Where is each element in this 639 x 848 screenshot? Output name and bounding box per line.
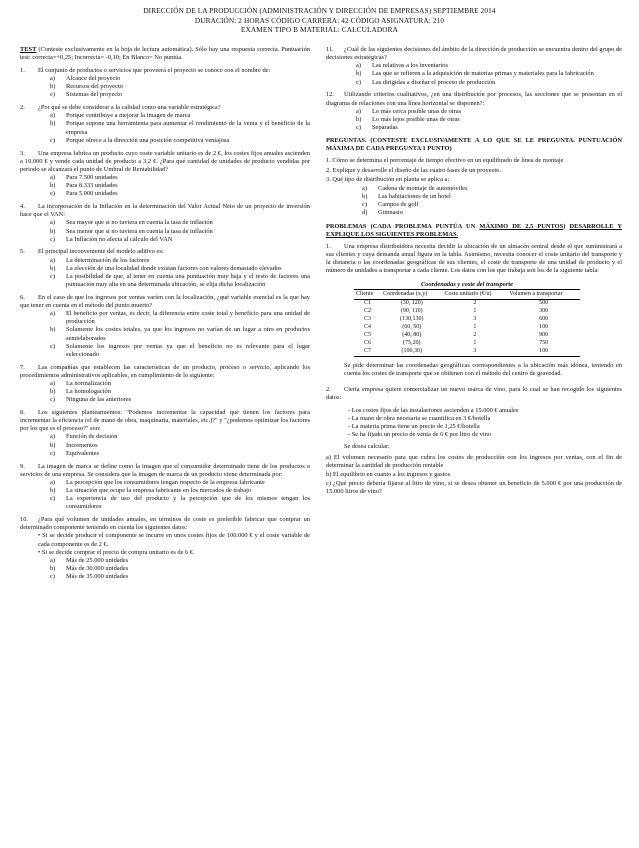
option-letter: a) bbox=[356, 62, 361, 70]
answer-option bbox=[50, 343, 310, 359]
option-text: Lo más cerca posible unas de otras bbox=[372, 107, 462, 115]
option-letter: b) bbox=[50, 441, 56, 449]
answer-option bbox=[50, 565, 310, 573]
problems-title-pre: PROBLEMAS (CADA PROBLEMA PUNTÚA UN bbox=[326, 222, 480, 230]
question-number: 4. bbox=[20, 203, 25, 211]
option-text: La homologación bbox=[66, 388, 111, 396]
question-number: 11. bbox=[326, 46, 334, 53]
table-cell: (130,130) bbox=[400, 316, 424, 322]
answer-option bbox=[50, 396, 310, 404]
option-text: Más de 30.000 unidades bbox=[66, 565, 129, 572]
answer-option bbox=[50, 487, 310, 495]
option-letter: b) bbox=[50, 487, 56, 494]
answer-option bbox=[356, 70, 622, 78]
test-intro bbox=[20, 46, 310, 62]
problem-1-text: Una empresa distribuidora necesita decidir la ubicación de un almacén central desde el que suministrará a sus clientes y cuya demanda anual figura en la tabla. Asimismo, necesita conocer el coste unitario del transporte y la distancia o las coordenadas geográficas de sus clientes, el coste de transporte de una unidad de producto y el número de unidades a transportar a cada cliente. Los datos con los que trabaja son los de la siguiente tabla: bbox=[326, 242, 622, 275]
option-text: Las habitaciones de un hotel bbox=[378, 193, 451, 201]
question-item bbox=[20, 463, 310, 512]
option-text: Ninguna de las anteriores bbox=[66, 396, 132, 404]
table-row bbox=[354, 348, 580, 357]
question-text: Una empresa fabrica un producto cuyo coste variable unitario es de 2 €, los costes fijos anuales ascienden a 10.000 € y vende cada unidad de producto a 3,2 €. ¿Para qué cantidad de unidades de producto vendidas por periodo se alcanzará el punto de Umbral de Rentabilidad? bbox=[20, 149, 310, 173]
question-number: 1. bbox=[20, 66, 25, 74]
option-letter: a) bbox=[50, 310, 55, 318]
table-cell: 1 bbox=[473, 340, 477, 346]
option-letter: a) bbox=[50, 219, 55, 227]
table-cell: (30, 120) bbox=[400, 300, 423, 306]
option-text: La experiencia de uso del producto y la percepción que de los mismos tengan los consumidores bbox=[66, 495, 310, 511]
question-number: 6. bbox=[20, 293, 25, 301]
option-letter: d) bbox=[362, 209, 368, 217]
option-text: La situación que ocupe la empresa fabricante en los mercados de trabajo bbox=[66, 487, 252, 494]
option-letter: c) bbox=[50, 342, 55, 350]
question-number: 7. bbox=[20, 363, 25, 371]
problem-2-ask: Se desea calcular: bbox=[344, 443, 390, 451]
answer-option bbox=[356, 116, 622, 124]
option-text: Cadena de montaje de automóviles bbox=[378, 184, 468, 192]
table-header-cell: Coordenadas (x,y) bbox=[381, 289, 442, 299]
short-question: 2. Explique y desarrolle el diseño de las cuatro fases de un proyecto. bbox=[326, 166, 501, 174]
table-cell: C7 bbox=[354, 348, 381, 357]
option-text: La posibilidad de que, al tener en cuenta una puntuación muy baja y el resto de factores una puntuación muy alta en una determinada ubicación, se elija dicha localización bbox=[66, 272, 310, 289]
answer-option bbox=[356, 62, 622, 70]
option-letter: c) bbox=[362, 201, 367, 209]
left-column bbox=[20, 46, 310, 586]
problems-title bbox=[326, 223, 622, 239]
option-text: La elección de una localidad donde existan factores con valores demasiado elevados bbox=[66, 264, 282, 272]
option-text: La Inflación no afecta al cálculo del VAN bbox=[66, 235, 173, 243]
question-extra-line: • Si se decide comprar el precio de compra unitario es de 6 €. bbox=[38, 548, 195, 556]
question-text: ¿Por qué se debe considerar a la calidad como una variable estratégica? bbox=[38, 104, 221, 112]
answer-option bbox=[50, 479, 310, 487]
answer-option bbox=[50, 388, 310, 396]
answer-option bbox=[50, 380, 310, 388]
short-question-option bbox=[362, 209, 622, 217]
option-letter: b) bbox=[362, 193, 368, 201]
answer-option bbox=[50, 310, 310, 326]
question-list-right bbox=[326, 46, 622, 132]
option-text: La percepción que los consumidores tengan respecto de la empresa fabricante bbox=[66, 478, 265, 486]
question-text: La incorporación de la Inflación en la determinación del Valor Actual Neto de un proyecto de inversión hace que el VAN: bbox=[20, 203, 310, 219]
problem-1-question: Se pide determinar las coordenadas geográficas correspondientes a la ubicación más idónea, teniendo en cuenta los costes de transporte que se obtienen con el método del centro de gravedad. bbox=[344, 361, 622, 377]
problems-title-post: ) bbox=[563, 222, 570, 230]
problem-number: 2. bbox=[326, 385, 331, 393]
question-item bbox=[20, 104, 310, 145]
option-letter: c) bbox=[50, 495, 55, 503]
answer-option bbox=[356, 124, 622, 132]
question-item bbox=[20, 248, 310, 289]
answer-option bbox=[356, 79, 622, 87]
table-row bbox=[354, 332, 580, 340]
answer-option bbox=[50, 236, 310, 244]
question-list-left bbox=[20, 67, 310, 581]
question-item bbox=[20, 203, 310, 244]
table-cell: (60, 50) bbox=[402, 324, 422, 330]
header-duration-line: DURACIÓN: 2 HORAS CÓDIGO CARRERA: 42 CÓDIGO ASIGNATURA: 210 bbox=[194, 15, 445, 25]
question-text: Las compañías que establecen las características de un producto, proceso o servicio, aplicando los procedimientos administrativos aplicables, en cumplimiento de lo siguiente: bbox=[20, 363, 310, 379]
question-item bbox=[20, 67, 310, 100]
option-letter: c) bbox=[50, 190, 55, 198]
answer-option bbox=[50, 442, 310, 450]
test-label: TEST bbox=[20, 46, 37, 53]
option-letter: c) bbox=[356, 124, 361, 131]
option-text: Porque ofrece a la dirección una posición competitiva ventajosa bbox=[66, 136, 230, 144]
question-text: ¿Cuál de las siguientes decisiones del ámbito de la dirección de producción se encuentra dentro del grupo de decisiones estratégicas? bbox=[326, 46, 622, 62]
question-number: 5. bbox=[20, 248, 25, 256]
option-letter: a) bbox=[362, 184, 367, 192]
question-number: 10. bbox=[20, 516, 28, 524]
option-letter: a) bbox=[50, 75, 55, 83]
option-text: Más de 25.000 unidades bbox=[66, 556, 129, 564]
transport-table bbox=[354, 281, 580, 357]
option-text: Solamente los ingresos por ventas ya que el beneficio no es relevante para el lugar seleccionado bbox=[66, 342, 310, 358]
problems-title-max: MÁXIMO DE 2,5 PUNTOS bbox=[479, 222, 564, 230]
table-cell: 900 bbox=[539, 332, 549, 338]
table-row bbox=[354, 308, 580, 316]
table-cell: 3 bbox=[473, 316, 477, 322]
option-text: La determinación de los factores bbox=[66, 256, 150, 264]
problem-2-item: a) El volumen necesario para que cubra los costes de producción con los ingresos por ventas, con el fin de determinar la cantidad de producción rentable bbox=[326, 453, 622, 469]
problem-number: 1. bbox=[326, 242, 331, 250]
table-cell: 100 bbox=[539, 324, 549, 330]
table-cell: C6 bbox=[364, 340, 372, 346]
table-cell: 100 bbox=[507, 348, 580, 357]
table-cell: (75,20) bbox=[403, 340, 421, 346]
short-question: 3. Qué tipo de distribución en planta se aplica a: bbox=[326, 175, 450, 183]
option-text: Porque supone una herramienta para aumentar el rendimiento de la venta y el beneficio de la empresa bbox=[66, 120, 310, 136]
answer-option bbox=[50, 326, 310, 342]
answer-option bbox=[50, 120, 310, 136]
answer-option bbox=[50, 112, 310, 120]
answer-option bbox=[50, 137, 310, 145]
table-header-row bbox=[354, 289, 580, 299]
option-letter: c) bbox=[50, 235, 55, 243]
header-course-line: DIRECCIÓN DE LA PRODUCCIÓN (ADMINISTRACIÓN Y DIRECCIÓN DE EMPRESAS) SEPTIEMBRE 2014 bbox=[143, 6, 496, 15]
problem-2-text: Cierta empresa quiere comercializar un nuevo marca de vino, para lo cual se han recogido los siguientes datos: bbox=[326, 385, 622, 401]
answer-option bbox=[50, 228, 310, 236]
question-item bbox=[20, 294, 310, 359]
question-text: El principal inconveniente del modelo aditivo es: bbox=[38, 248, 164, 256]
problem-2-data-line: - La materia prima tiene un precio de 1,25 €/botella bbox=[348, 423, 480, 431]
option-letter: a) bbox=[50, 556, 55, 564]
option-text: Función de decisión bbox=[66, 433, 118, 441]
answer-option bbox=[50, 557, 310, 565]
option-text: El beneficio por ventas, es decir, la diferencia entre coste total y beneficio para una unidad de producción bbox=[66, 310, 310, 326]
option-letter: a) bbox=[50, 112, 55, 120]
option-text: Sea mayor que si no tuviera en cuenta la tasa de inflación bbox=[66, 219, 213, 227]
question-item bbox=[20, 516, 310, 581]
option-text: Para 5.000 unidades bbox=[66, 190, 118, 198]
option-text: Las dirigidas a diseñar el proceso de producción bbox=[372, 78, 496, 86]
option-letter: b) bbox=[50, 326, 56, 334]
option-text: Para 7.500 unidades bbox=[66, 173, 118, 181]
answer-option bbox=[50, 495, 310, 511]
option-letter: b) bbox=[50, 182, 56, 190]
option-letter: c) bbox=[356, 78, 361, 86]
answer-option bbox=[50, 257, 310, 265]
question-text: Los siguientes planteamientos: "Podemos incrementar la capacidad que tienen los factores para incrementar la eficiencia (el de mano de obra, maquinaria, materiales, etc.)?" y "¿podemos optimizar los factores por los que es el proceso?" son: bbox=[20, 409, 310, 433]
option-letter: b) bbox=[50, 565, 56, 572]
answer-option bbox=[50, 273, 310, 289]
table-cell: C5 bbox=[364, 332, 372, 338]
problem-1 bbox=[326, 243, 622, 276]
table-cell: 750 bbox=[539, 340, 549, 346]
header-exam-type-line: EXAMEN TIPO B MATERIAL: CALCULADORA bbox=[240, 25, 398, 34]
question-number: 12. bbox=[326, 91, 334, 99]
option-text: Lo más lejos posible unas de otras bbox=[372, 115, 460, 123]
option-letter: a) bbox=[50, 256, 55, 264]
question-text: ¿Para qué volumen de unidades anuales, en términos de coste es preferible fabricar que comprar un determinado componente teniendo en cuenta los siguientes datos: bbox=[20, 516, 310, 532]
answer-option bbox=[50, 91, 310, 99]
table-cell: C4 bbox=[364, 324, 372, 330]
problems-title-instruction: DESARROLLE Y EXPLIQUE LOS SIGUIENTES PROBLEMAS. bbox=[326, 222, 623, 238]
option-letter: c) bbox=[50, 573, 55, 581]
table-header-cell: Volumen a transportar bbox=[507, 289, 580, 299]
table-cell: C2 bbox=[364, 308, 372, 314]
option-letter: a) bbox=[50, 478, 55, 486]
problem-2-items bbox=[326, 454, 622, 497]
short-questions-title: PREGUNTAS. (CONTESTE EXCLUSIVAMENTE A LO QUE SE LE PREGUNTA. PUNTUACIÓN MÁXIMA DE CADA PREGUNTA 1 PUNTO) bbox=[326, 137, 622, 153]
answer-option bbox=[50, 174, 310, 182]
question-number: 9. bbox=[20, 462, 25, 470]
short-questions-list bbox=[326, 157, 622, 217]
question-item bbox=[326, 91, 622, 132]
question-text: Utilizando criterios cualitativos, ¿en una distribución por procesos, las secciones que se presentan en el diagrama de relaciones con una línea horizontal se disponen?: bbox=[326, 91, 622, 107]
option-letter: b) bbox=[356, 115, 362, 123]
option-letter: c) bbox=[50, 136, 55, 144]
table-cell: 1 bbox=[473, 308, 477, 314]
short-question-option bbox=[362, 185, 622, 193]
right-column bbox=[326, 46, 622, 497]
table-row bbox=[354, 299, 580, 308]
table-cell: C3 bbox=[364, 316, 372, 322]
table-cell: (90, 110) bbox=[400, 308, 423, 314]
question-text: La imagen de marca se define como la imagen que el consumidor determinado tiene de los productos o servicios de una empresa. Se considera que la imagen de marca de un producto viene determinada por: bbox=[20, 462, 310, 478]
table-cell: (100,30) bbox=[381, 348, 442, 357]
problem-2-item: c) ¿Qué precio debería fijarse al litro de vino, si se desea obtener un beneficio de 5.000 € por una producción de 15.000 litros de vino? bbox=[326, 479, 622, 496]
option-text: La normalización bbox=[66, 379, 111, 387]
option-letter: b) bbox=[50, 227, 56, 235]
option-text: Campos de golf bbox=[378, 201, 419, 209]
answer-option bbox=[356, 108, 622, 116]
table-cell: C1 bbox=[364, 300, 372, 306]
answer-option bbox=[50, 450, 310, 458]
option-text: Solamente los costes totales, ya que los ingresos no varían de un lugar a otro en productos semielaborados bbox=[66, 326, 310, 342]
option-letter: a) bbox=[50, 379, 55, 387]
answer-option bbox=[50, 83, 310, 91]
table-cell: 500 bbox=[539, 300, 549, 306]
question-number: 3. bbox=[20, 149, 25, 157]
question-item bbox=[326, 46, 622, 87]
problem-2 bbox=[326, 386, 622, 402]
table-cell: 3 bbox=[443, 348, 508, 357]
question-number: 8. bbox=[20, 409, 25, 416]
problem-2-data-line: - La mano de obra necesaria se cuantifica en 3 €/botella bbox=[348, 414, 491, 422]
option-letter: c) bbox=[50, 449, 55, 457]
question-item bbox=[20, 409, 310, 458]
option-text: Equivalentes bbox=[66, 449, 100, 457]
option-letter: b) bbox=[356, 70, 362, 78]
question-number: 2. bbox=[20, 104, 25, 112]
short-question-option bbox=[362, 193, 622, 201]
question-item bbox=[20, 364, 310, 405]
option-text: Para 8.333 unidades bbox=[66, 182, 118, 190]
option-text: Recursos del proyecto bbox=[66, 83, 123, 91]
answer-option bbox=[50, 433, 310, 441]
table-row bbox=[354, 340, 580, 348]
short-question: 1. Cómo se determina el porcentaje de tiempo efectivo en un equilibrado de línea de montaje bbox=[326, 157, 564, 165]
option-text: Alcance del proyecto bbox=[66, 75, 121, 83]
table-cell: 2 bbox=[473, 332, 477, 338]
table-cell: (40, 80) bbox=[402, 332, 422, 338]
option-letter: b) bbox=[50, 264, 56, 272]
short-question-option bbox=[362, 201, 622, 209]
option-text: Sistemas del proyecto bbox=[66, 91, 123, 99]
option-text: Las relativas a los inventarios bbox=[372, 62, 448, 70]
table-body bbox=[354, 299, 580, 356]
option-text: Porque contribuye a mejorar la imagen de marca bbox=[66, 112, 191, 120]
answer-option bbox=[50, 182, 310, 190]
option-text: Incrementos bbox=[66, 441, 98, 449]
option-letter: c) bbox=[50, 91, 55, 99]
option-letter: c) bbox=[50, 396, 55, 404]
question-text: En el caso de que los ingresos por ventas varíen con la localización, ¿qué variable esencial es la que hay que tener en cuenta en el método del punto muerto? bbox=[20, 293, 310, 309]
answer-option bbox=[50, 265, 310, 273]
question-item bbox=[20, 150, 310, 199]
problem-2-data-line: - Los costes fijos de las instalaciones ascienden a 15.000 € anuales bbox=[348, 406, 519, 414]
table-row bbox=[354, 316, 580, 324]
problem-2-item: b) El equilibrio en cuanto a los ingresos y gastos bbox=[326, 470, 451, 478]
table-header-cell: Coste unitario (€/u) bbox=[443, 289, 508, 299]
option-letter: a) bbox=[50, 173, 55, 181]
table-cell: 2 bbox=[473, 300, 477, 306]
table-row bbox=[354, 324, 580, 332]
option-letter: a) bbox=[50, 433, 55, 441]
option-letter: b) bbox=[50, 83, 56, 91]
answer-option bbox=[50, 573, 310, 581]
option-text: Sea menor que si no tuviera en cuenta la tasa de inflación bbox=[66, 227, 213, 235]
option-text: Las que se refieren a la adquisición de materias primas y materiales para la fabricación bbox=[372, 70, 594, 78]
option-letter: b) bbox=[50, 120, 56, 128]
option-letter: b) bbox=[50, 388, 56, 396]
answer-option bbox=[50, 190, 310, 198]
test-instructions: (Conteste exclusivamente en la hoja de lectura automática). Sólo hay una respuesta correcta. Puntuación test: correcta=+0,25; Incorrecta= -0,10; En Blanco= No puntúa. bbox=[20, 46, 310, 62]
option-text: Más de 35.000 unidades bbox=[66, 573, 129, 581]
option-text: Gimnasio bbox=[378, 209, 403, 217]
answer-option bbox=[50, 219, 310, 227]
question-text: El conjunto de productos o servicios que proveerá el proyecto se conoce con el nombre de: bbox=[38, 66, 271, 74]
table-cell: 600 bbox=[539, 316, 549, 322]
option-letter: c) bbox=[50, 272, 55, 280]
question-extra-line: • Si se decide producir el componente se incurre en unos costes fijos de 100.000 € y el coste variable de cada componente es de 2 €. bbox=[38, 532, 310, 548]
problem-2-data bbox=[326, 407, 622, 440]
table-cell: 300 bbox=[539, 308, 549, 314]
transport-table-caption: Coordenadas y coste del transporte bbox=[421, 280, 513, 288]
problem-2-data-line: - Se ha fijado un precio de venta de 6 € por litro de vino bbox=[348, 431, 492, 439]
table-cell: 1 bbox=[473, 324, 477, 330]
option-letter: a) bbox=[356, 107, 361, 115]
table-header-cell: Cliente bbox=[354, 289, 381, 299]
answer-option bbox=[50, 75, 310, 83]
option-text: Separadas bbox=[372, 124, 398, 131]
